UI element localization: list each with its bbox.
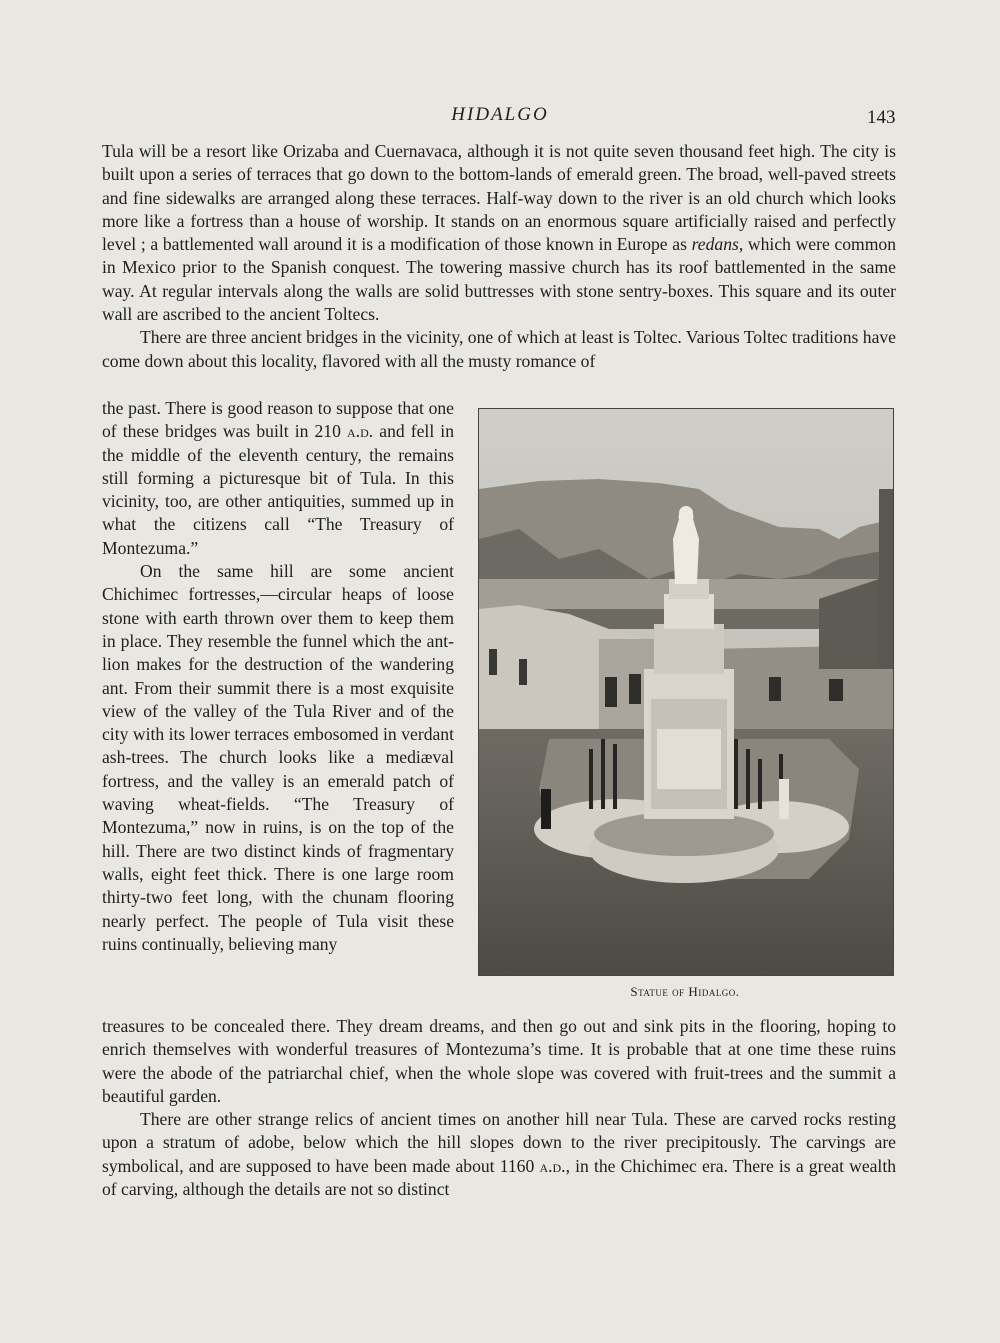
column-text-block bbox=[102, 397, 454, 956]
paragraph-2-start: There are three ancient bridges in the vicinity, one of which at least is Toltec. Various Toltec traditions have come down about this locality, flavored with all the musty romance of bbox=[102, 327, 896, 371]
top-text-block bbox=[102, 140, 896, 373]
paragraph-3-continued: treasures to be concealed there. They dream dreams, and then go out and sink pits in the flooring, hoping to enrich themselves with wonderful treasures of Montezuma’s time. It is probable that at one time these ruins were the abode of the patriarchal chief, when the whole slope was covered with fruit-trees and the summit a beautiful garden. bbox=[102, 1016, 896, 1106]
page-number: 143 bbox=[867, 107, 896, 128]
paragraph-1: Tula will be a resort like Orizaba and Cuernavaca, although it is not quite seven thousand feet high. The city is built upon a series of terraces that go down to the bottom-lands of emerald green. The broad, well-paved streets and fine sidewalks are arranged along these terraces. Half-way down to the river is an old church which looks more like a fortress than a house of worship. It stands on an enormous square artificially raised and perfectly level ; a battlemented wall around it is a modification of those known in Europe as redans, which were common in Mexico prior to the Spanish conquest. The towering massive church has its roof battlemented in the same way. At regular intervals along the walls are solid buttresses with stone sentry-boxes. This square and its outer wall are ascribed to the ancient Toltecs. bbox=[102, 141, 897, 325]
paragraph-4: There are other strange relics of ancient times on another hill near Tula. These are carved rocks resting upon a stratum of adobe, below which the hill slopes down to the river precipitously. The carvings are symbolical, and are supposed to have been made about 1160 a.d., in the Chichimec era. There is a great wealth of carving, although the details are not so distinct bbox=[102, 1109, 897, 1200]
running-head-title: HIDALGO bbox=[451, 104, 549, 125]
figure-caption: Statue of Hidalgo. bbox=[630, 984, 740, 999]
paragraph-3: On the same hill are some ancient Chichimec fortresses,—circular heaps of loose stone with earth thrown over them to keep them in place. They resemble the funnel which the ant-lion makes for the destruction of the wandering ant. From their summit there is a most exquisite view of the valley of the Tula River and of the city with its lower terraces embosomed in verdant ash-trees. The church looks like a mediæval fortress, and the valley is an emerald patch of waving wheat-fields. “The Treasury of Montezuma,” now in ruins, is on the top of the hill. There are two distinct kinds of fragmentary walls, eight feet thick. There is one large room thirty-two feet long, with the chunam flooring nearly perfect. The people of Tula visit these ruins continually, believing many bbox=[102, 561, 454, 954]
statue-photograph bbox=[478, 408, 894, 976]
paragraph-2-continued: the past. There is good reason to suppose that one of these bridges was built in 210 a.d. and fell in the middle of the eleventh century, the remains still forming a picturesque bit of Tula. In this vicinity, too, are other antiquities, summed up in what the citizens call “The Treasury of Montezuma.” bbox=[102, 398, 454, 558]
bottom-text-block bbox=[102, 1015, 896, 1201]
italic-term: redans, bbox=[691, 234, 744, 255]
